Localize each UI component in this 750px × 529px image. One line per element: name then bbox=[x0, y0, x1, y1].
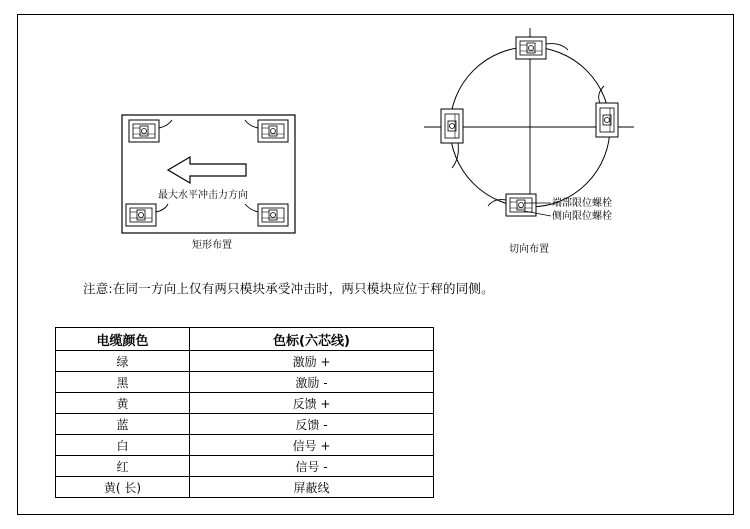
signal-cell: 反馈 - bbox=[190, 414, 434, 435]
installation-note: 注意:在同一方向上仅有两只模块承受冲击时，两只模块应位于秤的同侧。 bbox=[83, 281, 494, 296]
cable-color-cell: 绿 bbox=[56, 351, 190, 372]
signal-cell: 激励 + bbox=[190, 351, 434, 372]
signal-cell: 屏蔽线 bbox=[190, 477, 434, 498]
signal-cell: 信号 - bbox=[190, 456, 434, 477]
load-cell-module-bottom bbox=[488, 194, 536, 216]
cable-color-cell: 红 bbox=[56, 456, 190, 477]
end-limit-bolt-label: 端部限位螺栓 bbox=[552, 198, 612, 209]
load-cell-module-top bbox=[516, 37, 568, 59]
cable-color-table bbox=[55, 327, 434, 498]
signal-cell: 反馈 + bbox=[190, 393, 434, 414]
tangent-layout-diagram bbox=[424, 28, 634, 222]
cable-color-cell: 黑 bbox=[56, 372, 190, 393]
table-row bbox=[56, 351, 434, 372]
tangent-layout-caption: 切向布置 bbox=[509, 244, 549, 255]
signal-cell: 激励 - bbox=[190, 372, 434, 393]
cable-color-cell: 蓝 bbox=[56, 414, 190, 435]
rectangular-layout-diagram bbox=[122, 115, 295, 233]
cable-color-cell: 黄 bbox=[56, 393, 190, 414]
side-limit-bolt-label: 侧向限位螺栓 bbox=[552, 211, 612, 222]
load-cell-module-right bbox=[596, 86, 618, 137]
cable-color-cell: 黄( 长) bbox=[56, 477, 190, 498]
table-row bbox=[56, 372, 434, 393]
load-cell-module-left bbox=[441, 109, 463, 168]
column-header-cable-color: 电缆颜色 bbox=[56, 328, 190, 351]
table-row bbox=[56, 414, 434, 435]
rectangular-layout-caption: 矩形布置 bbox=[192, 240, 232, 251]
impact-direction-label: 最大水平冲击力方向 bbox=[158, 190, 248, 201]
table-row bbox=[56, 435, 434, 456]
column-header-color-code: 色标(六芯线) bbox=[190, 328, 434, 351]
table-row bbox=[56, 456, 434, 477]
cable-color-cell: 白 bbox=[56, 435, 190, 456]
signal-cell: 信号 + bbox=[190, 435, 434, 456]
table-row bbox=[56, 477, 434, 498]
table-header-row bbox=[56, 328, 434, 351]
table-row bbox=[56, 393, 434, 414]
